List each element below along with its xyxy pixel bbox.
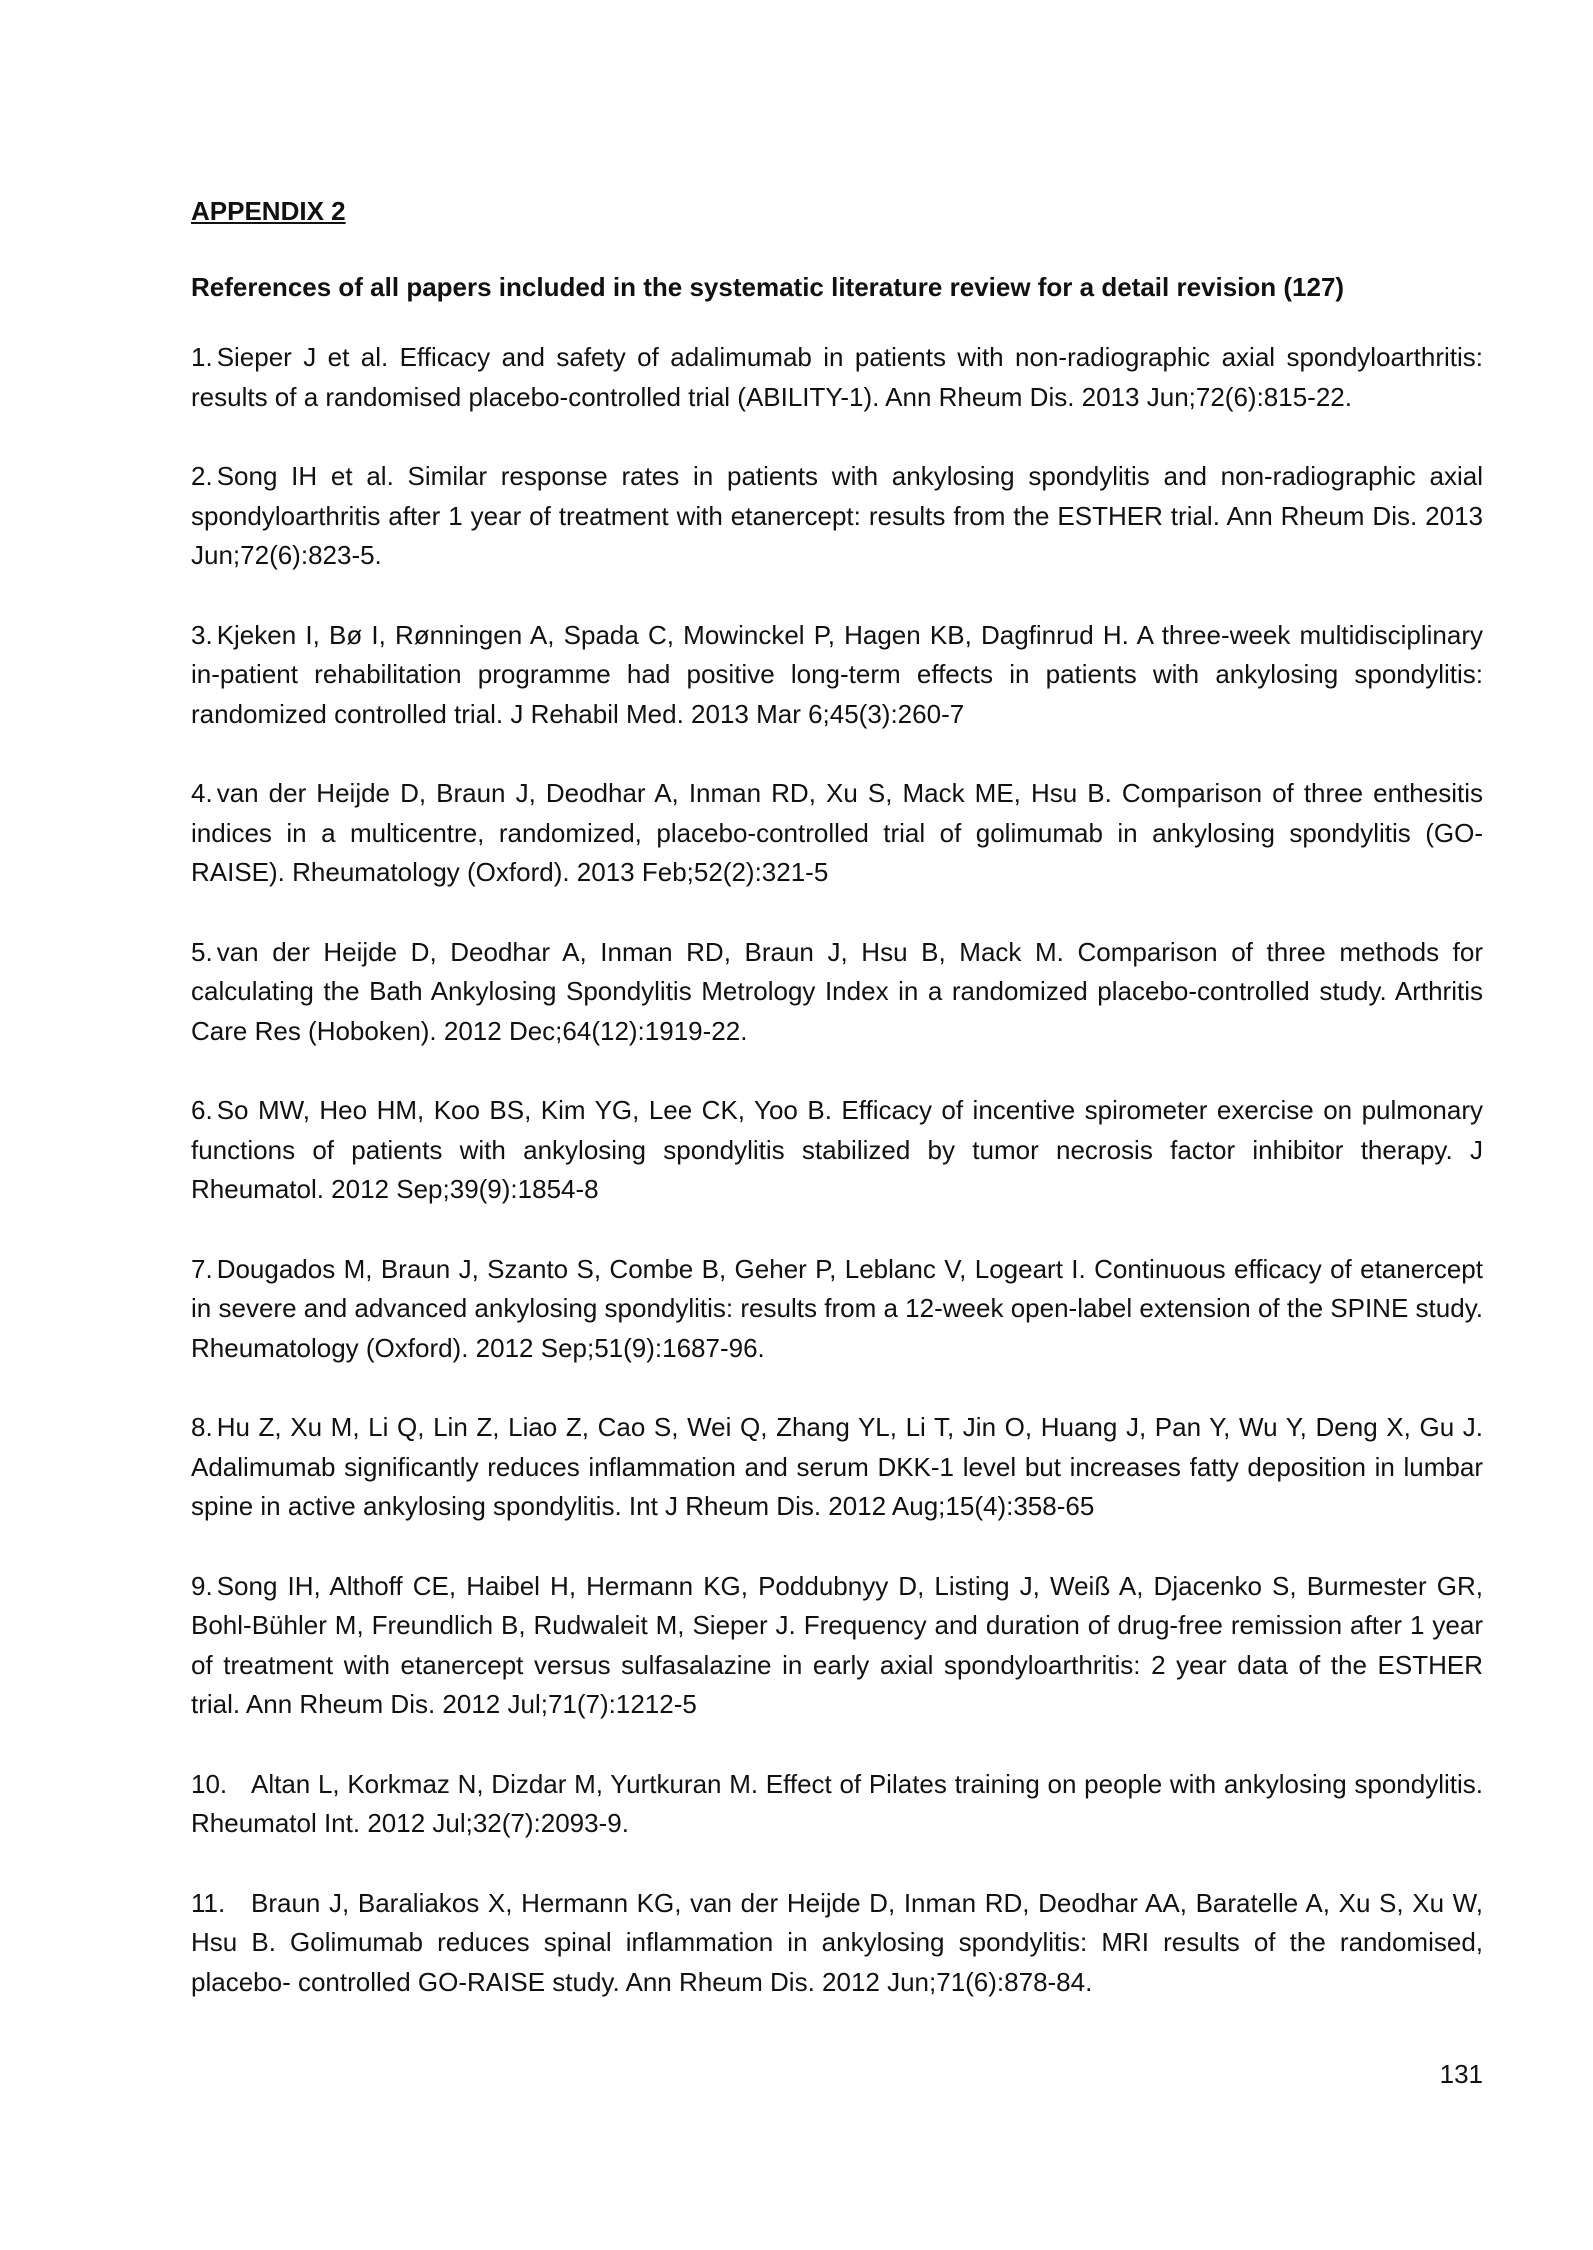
reference-number: 1. bbox=[191, 342, 213, 372]
reference-item bbox=[191, 933, 1483, 1052]
reference-text: Song IH et al. Similar response rates in patients with ankylosing spondylitis and non-radiographic axial spondyloarthritis after 1 year of treatment with etanercept: results from the ESTHER trial. Ann Rheum Dis. 2013 Jun;72(6):823-5. bbox=[191, 461, 1483, 570]
reference-text: Dougados M, Braun J, Szanto S, Combe B, Geher P, Leblanc V, Logeart I. Continuous efficacy of etanercept in severe and advanced ankylosing spondylitis: results from a 12-week open-label extension of the SPINE study. Rheumatology (Oxford). 2012 Sep;51(9):1687-96. bbox=[191, 1253, 1483, 1363]
reference-text: Sieper J et al. Efficacy and safety of adalimumab in patients with non-radiographic axial spondyloarthritis: results of a randomised placebo-controlled trial (ABILITY-1). Ann Rheum Dis. 2013 Jun;72(6):815-22. bbox=[191, 342, 1483, 412]
reference-number: 2. bbox=[191, 461, 213, 491]
reference-item bbox=[191, 1408, 1483, 1527]
reference-item bbox=[191, 1884, 1483, 2003]
reference-item bbox=[191, 338, 1483, 417]
reference-number: 8. bbox=[191, 1412, 213, 1442]
page-number: 131 bbox=[1439, 2059, 1483, 2089]
reference-item bbox=[191, 616, 1483, 735]
reference-text: So MW, Heo HM, Koo BS, Kim YG, Lee CK, Yoo B. Efficacy of incentive spirometer exercise on pulmonary functions of patients with ankylosing spondylitis stabilized by tumor necrosis factor inhibitor therapy. J Rheumatol. 2012 Sep;39(9):1854-8 bbox=[191, 1095, 1483, 1204]
reference-number: 11. bbox=[191, 1887, 226, 1918]
reference-number: 4. bbox=[191, 778, 213, 808]
reference-item bbox=[191, 457, 1483, 576]
reference-item bbox=[191, 1765, 1483, 1844]
appendix-title: APPENDIX 2 bbox=[191, 196, 346, 226]
reference-list bbox=[191, 338, 1483, 2002]
reference-text: Hu Z, Xu M, Li Q, Lin Z, Liao Z, Cao S, Wei Q, Zhang YL, Li T, Jin O, Huang J, Pan Y, Wu Y, Deng X, Gu J. Adalimumab significantly reduces inflammation and serum DKK-1 level but increases fatty deposition in lumbar spine in active ankylosing spondylitis. Int J Rheum Dis. 2012 Aug;15(4):358-65 bbox=[191, 1412, 1483, 1521]
reference-item bbox=[191, 1250, 1483, 1369]
reference-text: Song IH, Althoff CE, Haibel H, Hermann KG, Poddubnyy D, Listing J, Weiß A, Djacenko S, Burmester GR, Bohl-Bühler M, Freundlich B, Rudwaleit M, Sieper J. Frequency and duration of drug-free remission after 1 year of treatment with etanercept versus sulfasalazine in early axial spondyloarthritis: 2 year data of the ESTHER trial. Ann Rheum Dis. 2012 Jul;71(7):1212-5 bbox=[191, 1570, 1483, 1719]
reference-text: Braun J, Baraliakos X, Hermann KG, van der Heijde D, Inman RD, Deodhar AA, Baratelle A, Xu S, Xu W, Hsu B. Golimumab reduces spinal inflammation in ankylosing spondylitis: MRI results of the randomised, placebo- controlled GO-RAISE study. Ann Rheum Dis. 2012 Jun;71(6):878-84. bbox=[191, 1887, 1483, 1997]
page-content bbox=[191, 190, 1483, 2042]
reference-item bbox=[191, 774, 1483, 893]
reference-number: 7. bbox=[191, 1253, 213, 1284]
reference-text: Altan L, Korkmaz N, Dizdar M, Yurtkuran M. Effect of Pilates training on people with ankylosing spondylitis. Rheumatol Int. 2012 Jul;32(7):2093-9. bbox=[191, 1768, 1483, 1838]
reference-text: Kjeken I, Bø I, Rønningen A, Spada C, Mowinckel P, Hagen KB, Dagfinrud H. A three-week multidisciplinary in-patient rehabilitation programme had positive long-term effects in patients with ankylosing spondylitis: randomized controlled trial. J Rehabil Med. 2013 Mar 6;45(3):260-7 bbox=[191, 619, 1483, 729]
reference-text: van der Heijde D, Braun J, Deodhar A, Inman RD, Xu S, Mack ME, Hsu B. Comparison of three enthesitis indices in a multicentre, randomized, placebo-controlled trial of golimumab in ankylosing spondylitis (GO-RAISE). Rheumatology (Oxford). 2013 Feb;52(2):321-5 bbox=[191, 778, 1483, 887]
reference-number: 5. bbox=[191, 936, 213, 967]
section-subtitle: References of all papers included in the systematic literature review for a detail revision (127) bbox=[191, 272, 1345, 302]
reference-number: 6. bbox=[191, 1095, 213, 1125]
reference-item bbox=[191, 1567, 1483, 1725]
reference-number: 9. bbox=[191, 1570, 213, 1601]
reference-text: van der Heijde D, Deodhar A, Inman RD, Braun J, Hsu B, Mack M. Comparison of three methods for calculating the Bath Ankylosing Spondylitis Metrology Index in a randomized placebo-controlled study. Arthritis Care Res (Hoboken). 2012 Dec;64(12):1919-22. bbox=[191, 936, 1483, 1046]
reference-number: 3. bbox=[191, 619, 213, 650]
reference-number: 10. bbox=[191, 1768, 228, 1799]
reference-item bbox=[191, 1091, 1483, 1210]
